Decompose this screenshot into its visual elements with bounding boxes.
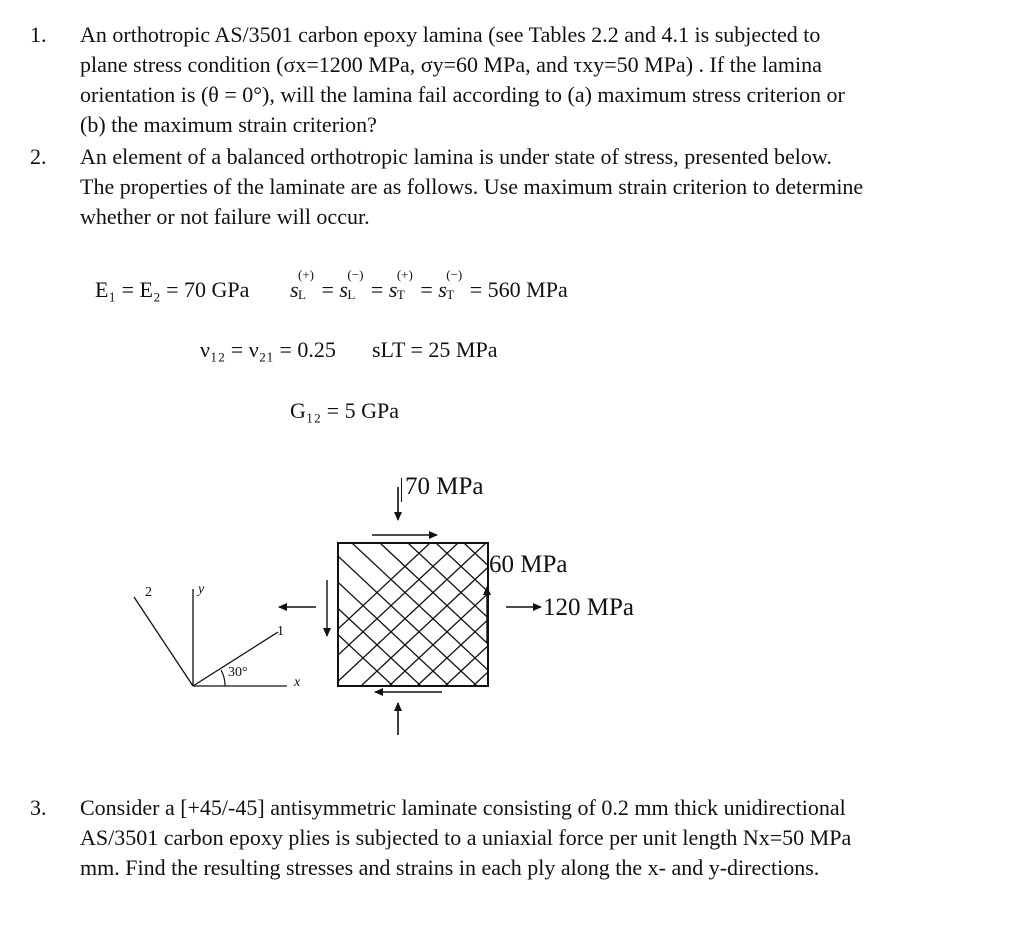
angle-arc: [221, 670, 225, 686]
axis-2-label: 2: [145, 585, 152, 600]
strength-equation: s (+) L = s (−) L = s (+) T = s (−) T = 560 MPa: [290, 267, 568, 302]
top-load-tick: [401, 478, 402, 502]
axis-1-label: 1: [277, 624, 284, 639]
modulus-equation: E₁ = E₂ = 70 GPa: [95, 277, 250, 302]
top-load-label: 70 MPa: [405, 473, 484, 500]
shear-load-tick: [488, 552, 489, 574]
problem-2-line-1: An element of a balanced orthotropic lamina is under state of stress, presented below.: [80, 144, 832, 169]
problem-1-line-3: orientation is (θ = 0°), will the lamina fail according to (a) maximum stress criterion or: [80, 82, 845, 107]
shear-strength-equation: sLT = 25 MPa: [372, 337, 498, 362]
problem-1-number: 1.: [30, 22, 47, 47]
problem-2-line-3: whether or not failure will occur.: [80, 204, 370, 229]
shear-modulus-equation: G₁₂ = 5 GPa: [290, 398, 400, 423]
problem-2-number: 2.: [30, 144, 47, 169]
shear-load-label: 60 MPa: [489, 551, 568, 578]
axis-y-label: y: [198, 582, 205, 597]
problem-3: [30, 793, 1000, 883]
poisson-equation: ν₁₂ = ν₂₁ = 0.25: [200, 337, 336, 362]
angle-label: 30°: [228, 665, 248, 680]
problem-3-line-2: AS/3501 carbon epoxy plies is subjected to a uniaxial force per unit length Nx=50 MPa: [80, 825, 852, 850]
axis-x-label: x: [294, 675, 301, 690]
problem-1-line-2: plane stress condition (σx=1200 MPa, σy=60 MPa, and τxy=50 MPa) . If the lamina: [80, 52, 822, 77]
axial-load-label: 120 MPa: [543, 594, 634, 621]
problem-2-line-2: The properties of the laminate are as follows. Use maximum strain criterion to determine: [80, 174, 864, 199]
problem-1-line-1: An orthotropic AS/3501 carbon epoxy lamina (see Tables 2.2 and 4.1 is subjected to: [80, 22, 821, 47]
problem-1-line-4: (b) the maximum strain criterion?: [80, 112, 377, 137]
problem-3-line-1: Consider a [+45/-45] antisymmetric laminate consisting of 0.2 mm thick unidirectional: [80, 795, 846, 820]
strength-value: = 560 MPa: [469, 277, 568, 302]
problem-3-line-3: mm. Find the resulting stresses and strains in each ply along the x- and y-directions.: [80, 855, 820, 880]
problem-3-number: 3.: [30, 795, 47, 820]
axis-2-line: [134, 597, 193, 686]
